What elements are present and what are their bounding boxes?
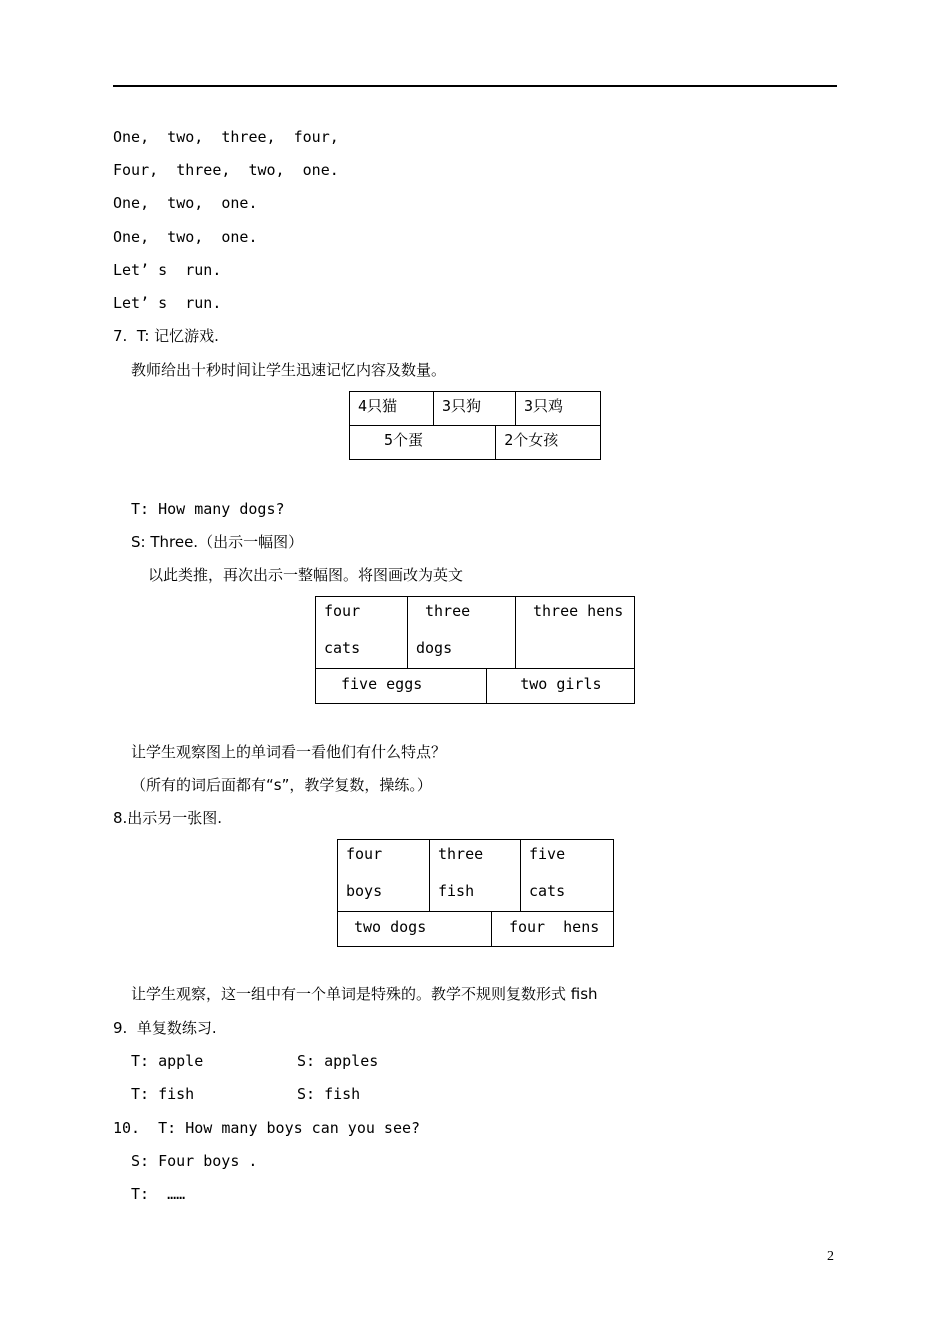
en-cell-three-hens: three hens — [533, 602, 624, 620]
step10-student-answer: S: Four boys . — [131, 1152, 258, 1170]
chant-line-4: One, two, one. — [113, 228, 258, 246]
step9-heading: 9. 单复数练习. — [113, 1019, 217, 1037]
memory-table-en — [315, 596, 635, 704]
step7-instruction: 教师给出十秒时间让学生迅速记忆内容及数量。 — [131, 361, 447, 379]
step7-observe-note: （所有的词后面都有“s”，教学复数，操练。） — [131, 776, 432, 794]
step8-observe: 让学生观察，这一组中有一个单词是特殊的。教学不规则复数形式 fish — [131, 985, 598, 1003]
en-cell-two-girls: two girls — [520, 675, 602, 693]
step9-t-apple: T: apple — [131, 1052, 204, 1070]
s8-cell-boys: boys — [346, 882, 383, 900]
header-rule — [113, 85, 837, 87]
step9-s-fish: S: fish — [297, 1085, 361, 1103]
step10-heading: 10. T: How many boys can you see? — [113, 1119, 421, 1137]
step7-note: 以此类推，再次出示一整幅图。将图画改为英文 — [148, 566, 464, 584]
en-cell-five-eggs: five eggs — [341, 675, 423, 693]
memory-table-cn — [349, 391, 601, 460]
en-cell-cats: cats — [324, 639, 361, 657]
chant-line-1: One, two, three, four, — [113, 128, 339, 146]
step7-student-answer: S: Three.（出示一幅图） — [131, 533, 304, 551]
step9-t-fish: T: fish — [131, 1085, 195, 1103]
cn-cell-cats: 4只猫 — [358, 397, 398, 415]
en-cell-four: four — [324, 602, 361, 620]
s8-cell-three: three — [438, 845, 484, 863]
cn-cell-hens: 3只鸡 — [524, 397, 564, 415]
s8-cell-five: five — [529, 845, 566, 863]
step10-teacher-ellipsis: T: …… — [131, 1185, 186, 1203]
s8-cell-fish: fish — [438, 882, 475, 900]
s8-cell-four: four — [346, 845, 383, 863]
step7-teacher-question: T: How many dogs? — [131, 500, 285, 518]
cn-cell-girls: 2个女孩 — [504, 431, 559, 449]
step9-s-apples: S: apples — [297, 1052, 379, 1070]
chant-line-3: One, two, one. — [113, 194, 258, 212]
cn-cell-dogs: 3只狗 — [442, 397, 482, 415]
chant-line-6: Let’ s run. — [113, 294, 222, 312]
step8-heading: 8.出示另一张图. — [113, 809, 223, 827]
en-cell-three: three — [425, 602, 471, 620]
chant-line-5: Let’ s run. — [113, 261, 222, 279]
step7-observe: 让学生观察图上的单词看一看他们有什么特点？ — [131, 743, 447, 761]
page-number: 2 — [827, 1249, 834, 1264]
step7-heading: 7. T: 记忆游戏. — [113, 327, 219, 345]
s8-cell-two-dogs: two dogs — [354, 918, 427, 936]
picture-table-step8 — [337, 839, 614, 947]
en-cell-dogs: dogs — [416, 639, 453, 657]
s8-cell-four-hens: four hens — [508, 918, 600, 936]
cn-cell-eggs: 5个蛋 — [384, 431, 424, 449]
s8-cell-cats: cats — [529, 882, 566, 900]
chant-line-2: Four, three, two, one. — [113, 161, 339, 179]
